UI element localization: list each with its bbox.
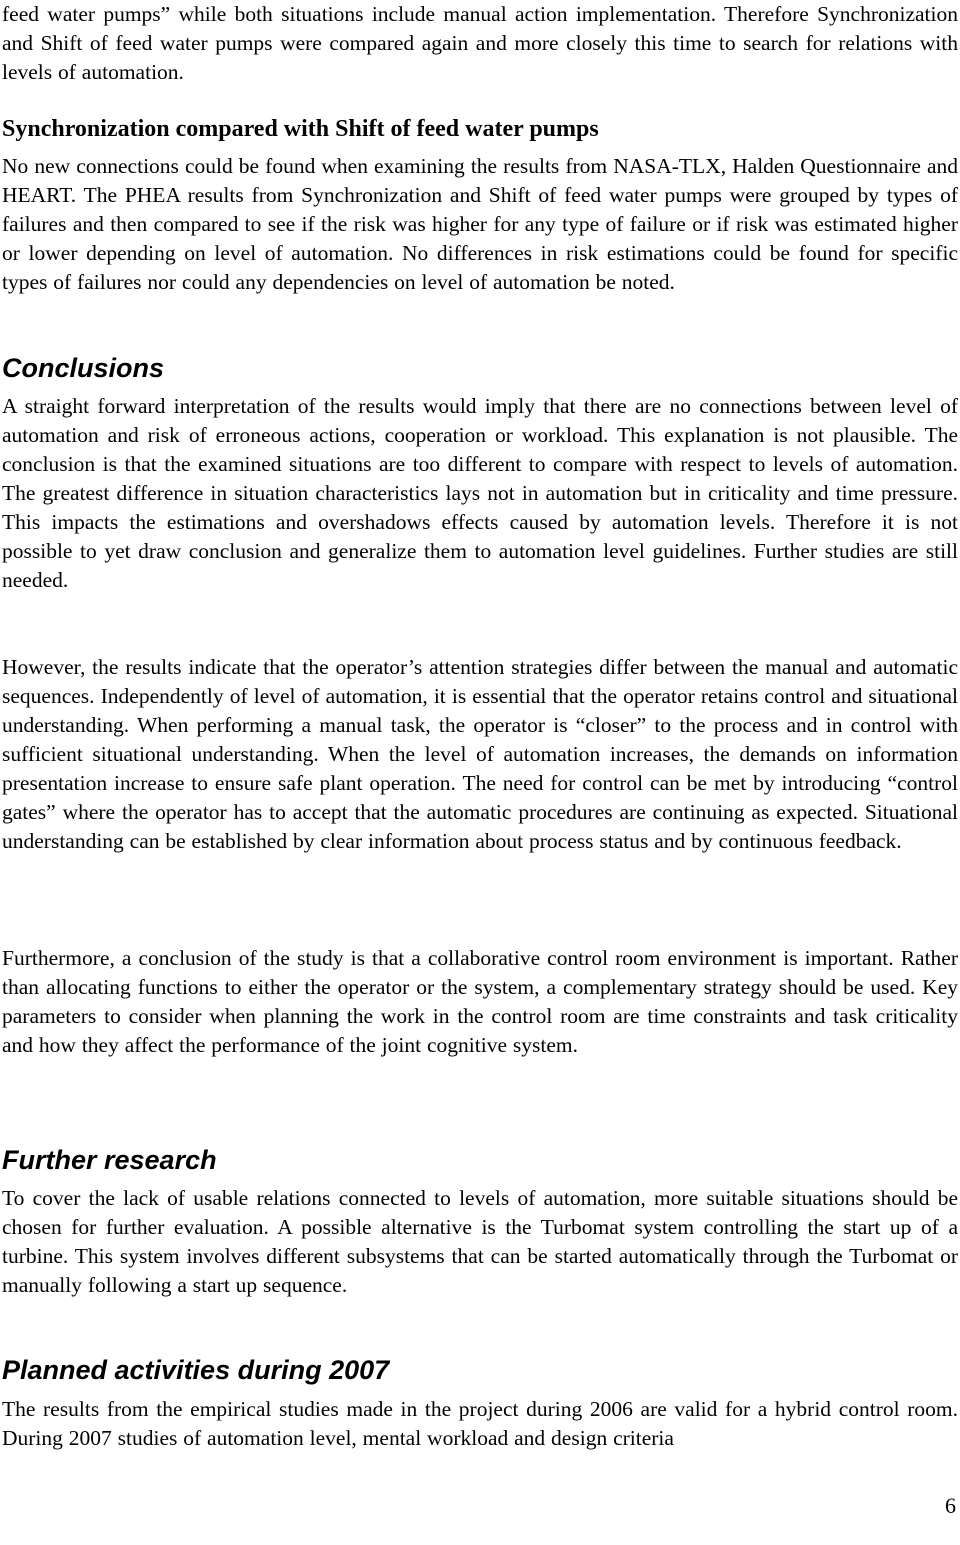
planned-activities-heading: Planned activities during 2007 [2,1355,390,1385]
conclusions-heading: Conclusions [2,353,165,383]
intro-paragraph: feed water pumps” while both situations include manual action implementation. Therefore Synchronization and Shift of feed water pumps were compared again and more closely this time to search for relations with levels of automation. [2,2,958,84]
conclusions-paragraph-3: Furthermore, a conclusion of the study is that a collaborative control room environment is important. Rather than allocating functions to either the operator or the system, a complementary strategy should be used. Key parameters to consider when planning the work in the control room are time constraints and task criticality and how they affect the performance of the joint cognitive system. [2,946,958,1057]
conclusions-paragraph-2: However, the results indicate that the operator’s attention strategies differ between the manual and automatic sequences. Independently of level of automation, it is essential that the operator retains control and situational understanding. When performing a manual task, the operator is “closer” to the process and in control with sufficient situational understanding. When the level of automation increases, the demands on information presentation increase to ensure safe plant operation. The need for control can be met by introducing “control gates” where the operator has to accept that the automatic procedures are continuing as expected. Situational understanding can be established by clear information about process status and by continuous feedback. [2,655,958,853]
sync-section-paragraph: No new connections could be found when examining the results from NASA-TLX, Halden Questionnaire and HEART. The PHEA results from Synchronization and Shift of feed water pumps were grouped by types of failures and then compared to see if the risk was higher for any type of failure or if risk was estimated higher or lower depending on level of automation. No differences in risk estimations could be found for specific types of failures nor could any dependencies on level of automation be noted. [2,154,958,294]
sync-section-heading: Synchronization compared with Shift of feed water pumps [2,116,599,142]
page-number: 6 [945,1493,956,1518]
conclusions-paragraph-1: A straight forward interpretation of the results would imply that there are no connections between level of automation and risk of erroneous actions, cooperation or workload. This explanation is not plausible. The conclusion is that the examined situations are too different to compare with respect to levels of automation. The greatest difference in situation characteristics lays not in automation but in criticality and time pressure. This impacts the estimations and overshadows effects caused by automation levels. Therefore it is not possible to yet draw conclusion and generalize them to automation level guidelines. Further studies are still needed. [2,394,958,592]
further-research-paragraph: To cover the lack of usable relations connected to levels of automation, more suitable situations should be chosen for further evaluation. A possible alternative is the Turbomat system controlling the start up of a turbine. This system involves different subsystems that can be started automatically through the Turbomat or manually following a start up sequence. [2,1186,958,1297]
further-research-heading: Further research [2,1145,217,1175]
planned-activities-paragraph: The results from the empirical studies made in the project during 2006 are valid for a hybrid control room. During 2007 studies of automation level, mental workload and design criteria [2,1397,958,1450]
